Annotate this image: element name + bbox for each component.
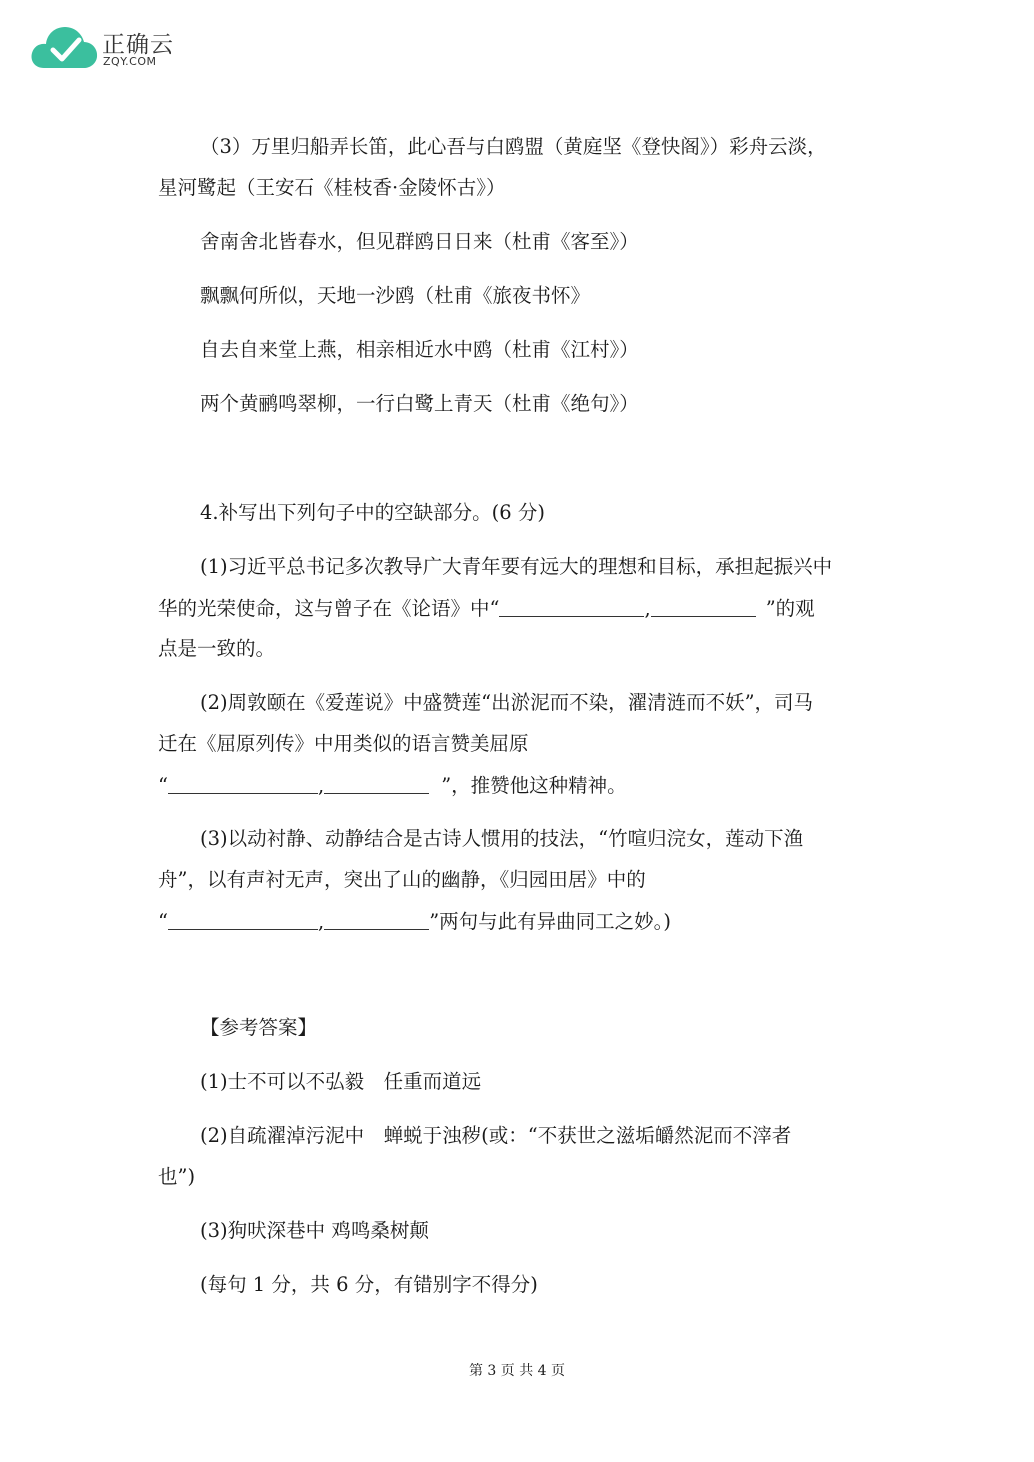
- q1-line-1: (1)习近平总书记多次教导广大青年要有远大的理想和目标，承担起振兴中: [200, 555, 833, 578]
- q2-blank-2: [324, 775, 429, 794]
- poem-line-6: 两个黄鹂鸣翠柳，一行白鹭上青天（杜甫《绝句》）: [200, 392, 639, 415]
- q1-line-2-text: 华的光荣使命，这与曾子在《论语》中“: [158, 597, 500, 620]
- poem-line-3: 舍南舍北皆春水，但见群鸥日日来（杜甫《客至》）: [200, 230, 639, 253]
- question-title: 4.补写出下列句子中的空缺部分。(6 分): [200, 501, 545, 524]
- page-number: 第 3 页 共 4 页: [468, 1363, 566, 1379]
- poem-line-1: （3）万里归船弄长笛，此心吾与白鸥盟（黄庭坚《登快阁》）彩舟云淡，: [200, 135, 827, 158]
- q2-blank-1: [168, 775, 318, 794]
- q2-line-2: 迁在《屈原列传》中用类似的语言赞美屈原: [158, 732, 529, 755]
- q1-comma: ,: [644, 597, 651, 620]
- q2-comma: ,: [317, 774, 325, 797]
- poem-line-2: 星河鹭起（王安石《桂枝香·金陵怀古》）: [158, 176, 506, 199]
- q3-comma: ,: [317, 910, 325, 933]
- answer-2-line-1: (2)自疏濯淖污泥中 蝉蜕于浊秽(或：“不获世之滋垢皭然泥而不滓者: [200, 1124, 792, 1147]
- q2-line-3-end: ”，推赞他这种精神。: [441, 774, 627, 797]
- q1-blank-1: [499, 598, 644, 617]
- logo-name: 正确云: [102, 32, 174, 58]
- answer-heading: 【参考答案】: [200, 1016, 318, 1039]
- q1-line-2: [158, 598, 815, 619]
- q3-blank-1: [168, 911, 318, 930]
- answer-3: (3)狗吠深巷中 鸡鸣桑树颠: [200, 1219, 429, 1242]
- poem-line-4: 飘飘何所似，天地一沙鸥（杜甫《旅夜书怀》: [200, 284, 591, 307]
- poem-line-5: 自去自来堂上燕，相亲相近水中鸥（杜甫《江村》）: [200, 338, 639, 361]
- cloud-check-icon: [30, 22, 100, 74]
- q1-blank-2: [651, 598, 756, 617]
- q3-line-1: (3)以动衬静、动静结合是古诗人惯用的技法，“竹喧归浣女，莲动下渔: [200, 827, 804, 850]
- q3-line-3: [158, 911, 671, 932]
- logo-domain: ZQY.COM: [103, 55, 157, 68]
- q3-blank-2: [324, 911, 429, 930]
- q1-line-3: 点是一致的。: [158, 637, 276, 660]
- q2-line-1: (2)周敦颐在《爱莲说》中盛赞莲“出淤泥而不染，濯清涟而不妖”，司马: [200, 691, 814, 714]
- answer-2-line-2: 也”): [158, 1165, 196, 1188]
- scoring-note: (每句 1 分，共 6 分，有错别字不得分): [200, 1273, 538, 1296]
- q3-line-2: 舟”，以有声衬无声，突出了山的幽静，《归园田居》中的: [158, 868, 646, 891]
- q3-open-quote: “: [158, 910, 168, 933]
- q2-line-3: [158, 775, 627, 796]
- answer-1: (1)士不可以不弘毅 任重而道远: [200, 1070, 482, 1093]
- logo: [30, 22, 190, 74]
- q2-open-quote: “: [158, 774, 168, 797]
- q1-line-2-end: ”的观: [765, 597, 815, 620]
- q3-line-3-end: ”两句与此有异曲同工之妙。): [429, 910, 672, 933]
